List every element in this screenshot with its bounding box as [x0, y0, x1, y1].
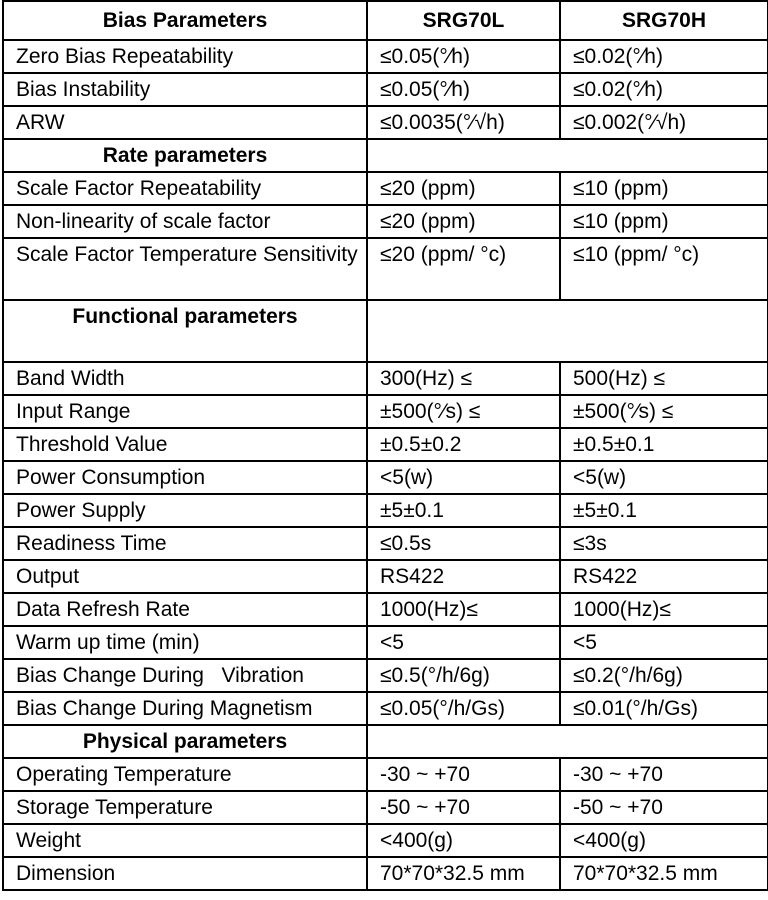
param-cell: Bias Change During Magnetism	[3, 692, 367, 725]
srg70h-cell: 1000(Hz)≤	[560, 593, 768, 626]
param-cell: Warm up time (min)	[3, 626, 367, 659]
param-cell: Dimension	[3, 857, 367, 890]
srg70h-cell: <5	[560, 626, 768, 659]
srg70l-cell: ≤20 (ppm)	[367, 172, 560, 205]
table-row	[3, 758, 768, 791]
section-title-functional: Functional parameters	[3, 300, 367, 362]
srg70l-cell: ±500(°⁄s) ≤	[367, 395, 560, 428]
param-cell: ARW	[3, 106, 367, 139]
param-cell: Scale Factor Repeatability	[3, 172, 367, 205]
srg70l-cell: <400(g)	[367, 824, 560, 857]
srg70l-cell: RS422	[367, 560, 560, 593]
srg70l-cell: ≤0.0035(°⁄√h)	[367, 106, 560, 139]
srg70l-cell: 70*70*32.5 mm	[367, 857, 560, 890]
srg70h-cell: 500(Hz) ≤	[560, 362, 768, 395]
table-row	[3, 494, 768, 527]
srg70l-cell: ±0.5±0.2	[367, 428, 560, 461]
section-row-physical	[3, 725, 768, 758]
param-cell: Band Width	[3, 362, 367, 395]
table-row	[3, 428, 768, 461]
table-row	[3, 205, 768, 238]
srg70l-cell: ≤0.05(°⁄h)	[367, 73, 560, 106]
table-row	[3, 560, 768, 593]
param-cell: Zero Bias Repeatability	[3, 40, 367, 73]
section-row-functional	[3, 300, 768, 362]
table-row	[3, 461, 768, 494]
srg70h-cell: -50 ~ +70	[560, 791, 768, 824]
srg70l-cell: <5(w)	[367, 461, 560, 494]
srg70h-cell: ≤10 (ppm)	[560, 172, 768, 205]
param-cell: Threshold Value	[3, 428, 367, 461]
srg70h-cell: ≤0.02(°⁄h)	[560, 73, 768, 106]
srg70l-cell: ≤0.5(°/h/6g)	[367, 659, 560, 692]
param-cell: Bias Change During Vibration	[3, 659, 367, 692]
table-row	[3, 824, 768, 857]
table-row	[3, 238, 768, 300]
srg70h-cell: ≤0.002(°⁄√h)	[560, 106, 768, 139]
header-bias-parameters: Bias Parameters	[3, 1, 367, 40]
section-blank	[367, 300, 768, 362]
table-row	[3, 692, 768, 725]
srg70h-cell: ≤3s	[560, 527, 768, 560]
srg70h-cell: <400(g)	[560, 824, 768, 857]
table-row	[3, 857, 768, 890]
table-row	[3, 791, 768, 824]
section-title-rate: Rate parameters	[3, 139, 367, 172]
srg70l-cell: -50 ~ +70	[367, 791, 560, 824]
table-row	[3, 73, 768, 106]
srg70h-cell: ≤10 (ppm/ °c)	[560, 238, 768, 300]
table-row	[3, 395, 768, 428]
srg70l-cell: ≤0.05(°/h/Gs)	[367, 692, 560, 725]
table-row	[3, 659, 768, 692]
param-cell: Non-linearity of scale factor	[3, 205, 367, 238]
srg70h-cell: 70*70*32.5 mm	[560, 857, 768, 890]
srg70l-cell: ±5±0.1	[367, 494, 560, 527]
table-row	[3, 593, 768, 626]
param-cell: Readiness Time	[3, 527, 367, 560]
srg70l-cell: ≤20 (ppm)	[367, 205, 560, 238]
param-cell: Power Consumption	[3, 461, 367, 494]
param-cell: Bias Instability	[3, 73, 367, 106]
table-row	[3, 527, 768, 560]
section-title-physical: Physical parameters	[3, 725, 367, 758]
table-row	[3, 626, 768, 659]
section-blank	[367, 139, 768, 172]
param-cell: Weight	[3, 824, 367, 857]
header-row	[3, 1, 768, 40]
header-srg70l: SRG70L	[367, 1, 560, 40]
table-row	[3, 106, 768, 139]
srg70h-cell: RS422	[560, 560, 768, 593]
param-cell: Input Range	[3, 395, 367, 428]
srg70l-cell: 1000(Hz)≤	[367, 593, 560, 626]
srg70l-cell: ≤0.5s	[367, 527, 560, 560]
srg70h-cell: ≤0.2(°/h/6g)	[560, 659, 768, 692]
srg70h-cell: -30 ~ +70	[560, 758, 768, 791]
param-cell: Data Refresh Rate	[3, 593, 367, 626]
srg70l-cell: 300(Hz) ≤	[367, 362, 560, 395]
table-row	[3, 40, 768, 73]
srg70h-cell: ±5±0.1	[560, 494, 768, 527]
srg70h-cell: <5(w)	[560, 461, 768, 494]
param-cell: Storage Temperature	[3, 791, 367, 824]
srg70h-cell: ≤0.02(°⁄h)	[560, 40, 768, 73]
section-row-rate	[3, 139, 768, 172]
param-cell: Operating Temperature	[3, 758, 367, 791]
table-row	[3, 172, 768, 205]
header-srg70h: SRG70H	[560, 1, 768, 40]
spec-table	[2, 0, 768, 891]
srg70l-cell: <5	[367, 626, 560, 659]
srg70h-cell: ±500(°⁄s) ≤	[560, 395, 768, 428]
srg70l-cell: -30 ~ +70	[367, 758, 560, 791]
srg70h-cell: ≤10 (ppm)	[560, 205, 768, 238]
srg70l-cell: ≤0.05(°⁄h)	[367, 40, 560, 73]
param-cell: Power Supply	[3, 494, 367, 527]
table-row	[3, 362, 768, 395]
param-cell: Output	[3, 560, 367, 593]
param-cell: Scale Factor Temperature Sensitivity	[3, 238, 367, 300]
srg70h-cell: ±0.5±0.1	[560, 428, 768, 461]
srg70l-cell: ≤20 (ppm/ °c)	[367, 238, 560, 300]
section-blank	[367, 725, 768, 758]
srg70h-cell: ≤0.01(°/h/Gs)	[560, 692, 768, 725]
